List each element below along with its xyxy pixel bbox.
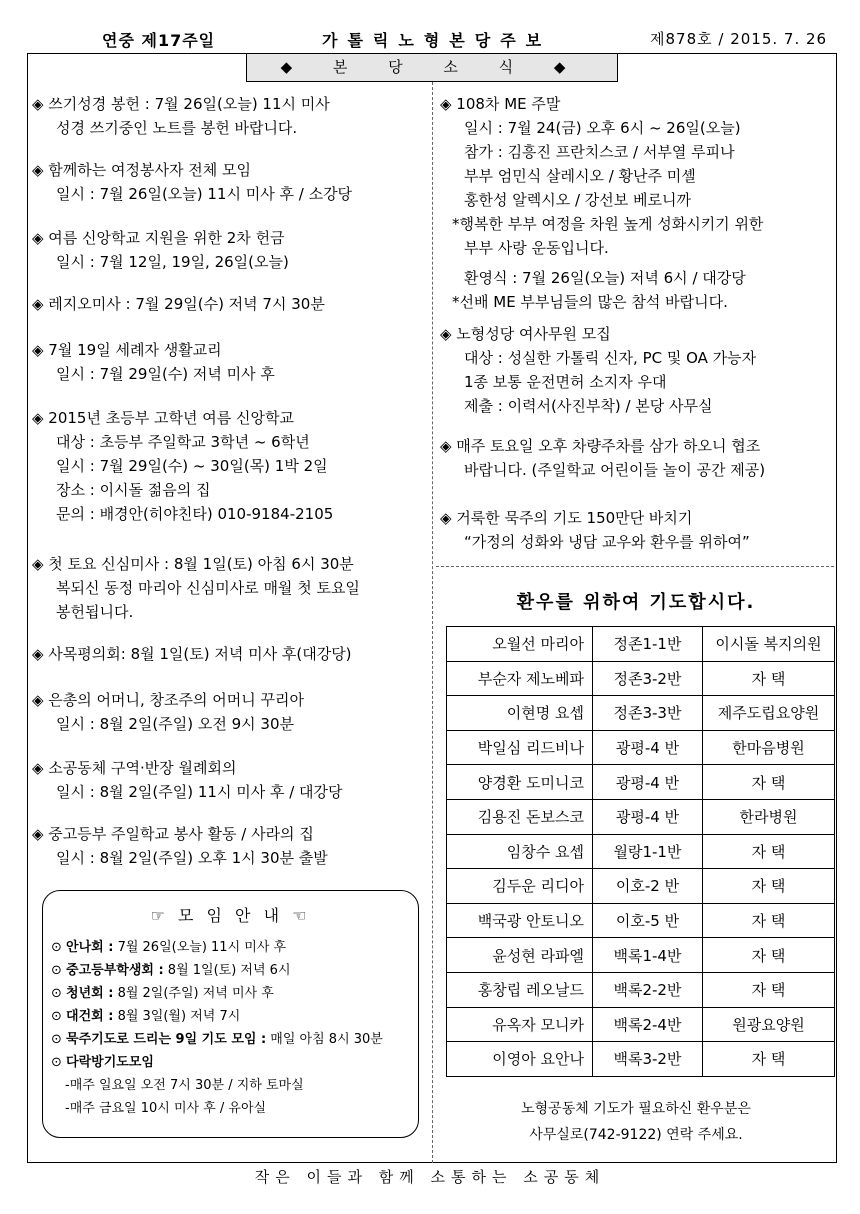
prayer-note-line: 사무실로(742-9122) 연락 주세요.	[529, 1127, 743, 1143]
patient-name: 박일심 리드비나	[447, 730, 593, 765]
bullet-icon: ⊙	[51, 1032, 67, 1047]
bullet-icon: ⊙	[51, 986, 67, 1001]
meeting-box	[42, 890, 419, 1138]
patient-name: 이현명 요셉	[447, 696, 593, 731]
meeting-sub-item: -매주 금요일 10시 미사 후 / 유아실	[65, 1101, 267, 1116]
notice-line: *선배 ME 부부님들의 많은 참석 바랍니다.	[452, 293, 728, 311]
notice-line: 홍한성 알렉시오 / 강선보 베로니까	[464, 191, 691, 209]
patient-name: 부순자 제노베파	[447, 661, 593, 696]
table-row	[447, 1042, 835, 1077]
table-row	[447, 869, 835, 904]
patient-location: 자 택	[703, 938, 835, 973]
patient-district: 백록2-2반	[593, 972, 703, 1007]
prayer-table	[446, 626, 835, 1077]
notice-line: 봉헌됩니다.	[56, 603, 134, 621]
right-notice	[440, 434, 765, 482]
patient-district: 정존3-3반	[593, 696, 703, 731]
meeting-sub-item: -매주 일요일 오전 7시 30분 / 지하 토마실	[65, 1078, 304, 1093]
notice-line: 장소 : 이시돌 젊음의 집	[56, 481, 211, 499]
patient-location: 자 택	[703, 903, 835, 938]
notice-line: ◈ 거룩한 묵주의 기도 150만단 바치기	[440, 509, 693, 527]
notice-line: 대상 : 초등부 주일학교 3학년 ~ 6학년	[56, 433, 310, 451]
left-notice	[32, 642, 352, 666]
notice-line: 대상 : 성실한 가톨릭 신자, PC 및 OA 가능자	[464, 349, 757, 367]
meeting-item	[51, 1005, 418, 1028]
table-row	[447, 903, 835, 938]
notice-line: 일시 : 8월 2일(주일) 오후 1시 30분 출발	[56, 849, 328, 867]
table-row	[447, 730, 835, 765]
patient-name: 김용진 돈보스코	[447, 799, 593, 834]
notice-line: 부부 사랑 운동입니다.	[464, 239, 609, 257]
notice-line: ◈ 은총의 어머니, 창조주의 어머니 꾸리아	[32, 691, 304, 709]
meeting-item	[51, 1051, 418, 1074]
left-notice	[32, 338, 275, 386]
notice-line: 일시 : 7월 29일(수) ~ 30일(목) 1박 2일	[56, 457, 328, 475]
meeting-name: 안나회 :	[66, 940, 114, 955]
meeting-item	[51, 936, 418, 959]
patient-district: 백록1-4반	[593, 938, 703, 973]
notice-line: ◈ 소공동체 구역·반장 월례회의	[32, 759, 237, 777]
patient-name: 홍창립 레오날드	[447, 972, 593, 1007]
column-divider	[432, 82, 433, 1163]
notice-line: 일시 : 8월 2일(주일) 11시 미사 후 / 대강당	[56, 783, 343, 801]
right-notice	[440, 506, 750, 554]
table-row	[447, 627, 835, 662]
notice-line: 성경 쓰기중인 노트를 봉헌 바랍니다.	[56, 119, 298, 137]
meeting-name: 묵주기도로 드리는 9일 기도 모임 :	[66, 1032, 267, 1047]
patient-name: 유옥자 모니카	[447, 1007, 593, 1042]
patient-location: 자 택	[703, 661, 835, 696]
patient-name: 임창수 요셉	[447, 834, 593, 869]
notice-line: ◈ 레지오미사 : 7월 29일(수) 저녁 7시 30분	[32, 295, 325, 313]
patient-location: 자 택	[703, 972, 835, 1007]
notice-line: *행복한 부부 여정을 차원 높게 성화시키기 위한	[452, 215, 764, 233]
left-notice	[32, 822, 328, 870]
table-row	[447, 765, 835, 800]
notice-line: ◈ 7월 19일 세례자 생활교리	[32, 341, 222, 359]
patient-district: 정존1-1반	[593, 627, 703, 662]
right-notice	[440, 92, 763, 314]
left-notice	[32, 552, 360, 624]
patient-district: 광평-4 반	[593, 730, 703, 765]
table-row	[447, 661, 835, 696]
table-row	[447, 972, 835, 1007]
prayer-divider	[436, 566, 834, 567]
patient-location: 자 택	[703, 1042, 835, 1077]
patient-district: 백록2-4반	[593, 1007, 703, 1042]
notice-line: 복되신 동정 마리아 신심미사로 매월 첫 토요일	[56, 579, 360, 597]
notice-line: 제출 : 이력서(사진부착) / 본당 사무실	[464, 397, 713, 415]
left-notice	[32, 226, 289, 274]
meeting-item	[51, 959, 418, 982]
week-label: 연중 제17주일	[102, 31, 216, 50]
patient-name: 백국광 안토니오	[447, 903, 593, 938]
meeting-list	[43, 936, 418, 1120]
notice-line: 일시 : 7월 12일, 19일, 26일(오늘)	[56, 253, 289, 271]
notice-line: ◈ 여름 신앙학교 지원을 위한 2차 헌금	[32, 229, 285, 247]
notice-line: ◈ 함께하는 여정봉사자 전체 모임	[32, 161, 251, 179]
meeting-detail: 8월 2일(주일) 저녁 미사 후	[113, 986, 274, 1001]
notice-line: 일시 : 8월 2일(주일) 오전 9시 30분	[56, 715, 294, 733]
section-title: ◆ 본 당 소 식 ◆	[246, 53, 618, 82]
left-notice	[32, 158, 352, 206]
patient-location: 자 택	[703, 869, 835, 904]
notice-line: 바랍니다. (주일학교 어린이들 놀이 공간 제공)	[464, 461, 766, 479]
patient-location: 자 택	[703, 834, 835, 869]
patient-district: 월랑1-1반	[593, 834, 703, 869]
left-notice	[32, 756, 343, 804]
bullet-icon: ⊙	[51, 1009, 67, 1024]
right-notice	[440, 322, 756, 418]
table-row	[447, 799, 835, 834]
notice-line: ◈ 2015년 초등부 고학년 여름 신앙학교	[32, 409, 294, 427]
notice-line: 일시 : 7월 24(금) 오후 6시 ~ 26일(오늘)	[464, 119, 741, 137]
table-row	[447, 1007, 835, 1042]
meeting-detail: 매일 아침 8시 30분	[266, 1032, 383, 1047]
patient-name: 양경환 도미니코	[447, 765, 593, 800]
meeting-detail: 8월 3일(월) 저녁 7시	[113, 1009, 241, 1024]
table-row	[447, 696, 835, 731]
patient-district: 정존3-2반	[593, 661, 703, 696]
table-row	[447, 834, 835, 869]
patient-name: 윤성현 라파엘	[447, 938, 593, 973]
prayer-note	[436, 1096, 836, 1148]
prayer-note-line: 노형공동체 기도가 필요하신 환우분은	[521, 1101, 751, 1117]
patient-location: 원광요양원	[703, 1007, 835, 1042]
patient-location: 자 택	[703, 765, 835, 800]
footer-slogan: 작은 이들과 함께 소통하는 소공동체	[254, 1168, 606, 1186]
notice-line: 환영식 : 7월 26일(오늘) 저녁 6시 / 대강당	[464, 269, 746, 287]
meeting-name: 다락방기도모임	[66, 1055, 154, 1070]
notice-line: 참가 : 김흥진 프란치스코 / 서부열 루피나	[464, 143, 735, 161]
notice-line: ◈ 중고등부 주일학교 봉사 활동 / 사라의 집	[32, 825, 314, 843]
meeting-name: 중고등부학생회 :	[66, 963, 164, 978]
patient-district: 광평-4 반	[593, 765, 703, 800]
meeting-title: ☞ 모 임 안 내 ☜	[150, 906, 311, 925]
notice-line: 일시 : 7월 26일(오늘) 11시 미사 후 / 소강당	[56, 185, 353, 203]
left-notice	[32, 406, 333, 526]
left-notice	[32, 92, 330, 140]
notice-line: ◈ 노형성당 여사무원 모집	[440, 325, 611, 343]
bullet-icon: ⊙	[51, 940, 67, 955]
meeting-detail: 7월 26일(오늘) 11시 미사 후	[113, 940, 287, 955]
meeting-detail: 8월 1일(토) 저녁 6시	[163, 963, 291, 978]
notice-line: 1종 보통 운전면허 소지자 우대	[464, 373, 667, 391]
patient-district: 광평-4 반	[593, 799, 703, 834]
patient-name: 이영아 요안나	[447, 1042, 593, 1077]
notice-line: “가정의 성화와 냉담 교우와 환우를 위하여”	[464, 533, 750, 551]
table-row	[447, 938, 835, 973]
patient-location: 이시돌 복지의원	[703, 627, 835, 662]
notice-line: 일시 : 7월 29일(수) 저녁 미사 후	[56, 365, 275, 383]
patient-district: 이호-2 반	[593, 869, 703, 904]
meeting-item	[51, 1028, 418, 1051]
notice-line: 문의 : 배경안(히야친타) 010-9184-2105	[56, 505, 334, 523]
bulletin-title: 가톨릭노형본당주보	[322, 31, 552, 50]
patient-location: 한라병원	[703, 799, 835, 834]
meeting-name: 대건회 :	[66, 1009, 114, 1024]
meeting-item	[51, 982, 418, 1005]
notice-line: ◈ 108차 ME 주말	[440, 95, 561, 113]
bullet-icon: ⊙	[51, 1055, 67, 1070]
left-notice	[32, 292, 325, 316]
patient-name: 오월선 마리아	[447, 627, 593, 662]
prayer-title: 환우를 위하여 기도합시다.	[516, 592, 756, 613]
patient-location: 한마음병원	[703, 730, 835, 765]
meeting-name: 청년회 :	[66, 986, 114, 1001]
bullet-icon: ⊙	[51, 963, 67, 978]
patient-district: 이호-5 반	[593, 903, 703, 938]
left-notice	[32, 688, 304, 736]
notice-line: ◈ 사목평의회: 8월 1일(토) 저녁 미사 후(대강당)	[32, 645, 352, 663]
patient-location: 제주도립요양원	[703, 696, 835, 731]
notice-line: 부부 엄민식 살레시오 / 황난주 미셸	[464, 167, 696, 185]
patient-name: 김두운 리디아	[447, 869, 593, 904]
issue-date: 제878호 / 2015. 7. 26	[650, 30, 828, 48]
notice-line: ◈ 쓰기성경 봉헌 : 7월 26일(오늘) 11시 미사	[32, 95, 330, 113]
patient-district: 백록3-2반	[593, 1042, 703, 1077]
notice-line: ◈ 첫 토요 신심미사 : 8월 1일(토) 아침 6시 30분	[32, 555, 354, 573]
notice-line: ◈ 매주 토요일 오후 차량주차를 삼가 하오니 협조	[440, 437, 761, 455]
